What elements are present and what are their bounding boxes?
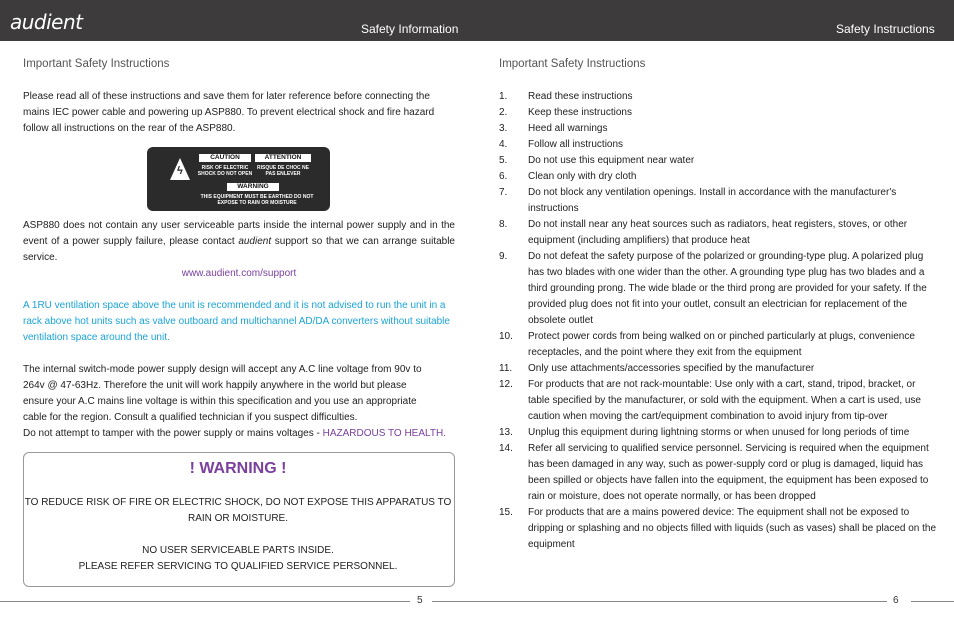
list-item-text: Clean only with dry cloth — [528, 171, 637, 182]
earthed-text: THIS EQUIPMENT MUST BE EARTHED DO NOT EXPOSE TO RAIN OR MOISTURE — [200, 194, 314, 206]
right-page-number: 6 — [893, 595, 899, 606]
service-brand: audient — [238, 236, 272, 247]
list-item-number: 3. — [499, 123, 508, 134]
warning-line-2: NO USER SERVICEABLE PARTS INSIDE. — [142, 545, 334, 556]
list-item-number: 11. — [499, 363, 513, 374]
header-left-title: Safety Information — [361, 22, 459, 36]
list-item-text: For products that are not rack-mountable: Use only with a cart, stand, tripod, bracket, or table specified by the manufacturer, or sold with the equipment. When a cart is used, use caution when moving the cart/equipment combination to avoid injury from tip-over — [528, 379, 921, 422]
list-item-number: 1. — [499, 91, 508, 102]
list-item-text: For products that are a mains powered device: The equipment shall not be exposed to dripping or splashing and no objects filled with liquids (such as vases) shall be placed on the equipment — [528, 507, 937, 550]
support-link[interactable]: www.audient.com/support — [181, 268, 297, 279]
list-item-text: Refer all servicing to qualified service personnel. Servicing is required when the equipment has been damaged in any way, such as power-supply cord or plug is damaged, liquid has been spilled or objects have fallen into the equipment, the equipment has been exposed to rain or moisture, does not operate normally, or has been dropped — [528, 443, 929, 502]
psu-paragraph: The internal switch-mode power supply design will accept any A.C line voltage from 90v to 264v @ 47-63Hz. Therefore the unit will work happily anywhere in the world but please ensure your A.C mains line voltage is within this specification and you use an appropriate cable for the region. Consult a qualified technician if you suspect difficulties. — [23, 364, 422, 423]
list-item — [499, 153, 939, 169]
list-item-text: Protect power cords from being walked on or pinched particularly at plugs, convenience receptacles, and the point where they exit from the equipment — [528, 331, 915, 358]
list-item-text: Follow all instructions — [528, 139, 624, 150]
list-item-number: 7. — [499, 187, 508, 198]
list-item-text: Do not install near any heat sources such as radiators, heat registers, stoves, or other equipment (including amplifiers) that produce heat — [528, 219, 908, 246]
tamper-text: Do not attempt to tamper with the power supply or mains voltages - — [23, 428, 323, 439]
risk-english-text: RISK OF ELECTRIC SHOCK DO NOT OPEN — [197, 165, 253, 177]
right-footer-rule — [911, 601, 954, 602]
warning-label: WARNING — [227, 183, 279, 191]
list-item-number: 15. — [499, 507, 513, 518]
list-item — [499, 377, 939, 425]
list-item-number: 14. — [499, 443, 513, 454]
list-item-number: 5. — [499, 155, 508, 166]
list-item-text: Only use attachments/accessories specified by the manufacturer — [528, 363, 815, 374]
list-item-number: 6. — [499, 171, 508, 182]
list-item — [499, 329, 939, 361]
list-item — [499, 505, 939, 553]
list-item-number: 2. — [499, 107, 508, 118]
list-item-text: Do not block any ventilation openings. Install in accordance with the manufacturer's instructions — [528, 187, 897, 214]
warning-title: ! WARNING ! — [189, 460, 287, 477]
intro-paragraph: Please read all of these instructions and save them for later reference before connecting the mains IEC power cable and powering up ASP880. To prevent electrical shock and fire hazard follow all instructions on the rear of the ASP880. — [23, 91, 435, 134]
left-page-number: 5 — [417, 595, 423, 606]
list-item-text: Read these instructions — [528, 91, 633, 102]
list-item — [499, 361, 939, 377]
list-item — [499, 185, 939, 217]
ventilation-paragraph: A 1RU ventilation space above the unit is recommended and it is not advised to run the unit in a rack above hot units such as valve outboard and multichannel AD/DA converters without suitable ventilation space around the unit. — [23, 300, 450, 343]
list-item — [499, 441, 939, 505]
service-paragraph — [23, 218, 455, 266]
list-item-number: 13. — [499, 427, 513, 438]
list-item-text: Heed all warnings — [528, 123, 608, 134]
tamper-paragraph — [23, 426, 463, 442]
list-item — [499, 121, 939, 137]
list-item-text: Do not defeat the safety purpose of the polarized or grounding-type plug. A polarized plug has two blades with one wider than the other. A grounding type plug has two blades and a third grounding prong. The wide blade or the third prong are provided for your safety. If the provided plug does not fit into your outlet, consult an electrician for replacement of the obsolete outlet — [528, 251, 927, 326]
list-item-number: 10. — [499, 331, 513, 342]
warning-line-1: TO REDUCE RISK OF FIRE OR ELECTRIC SHOCK, DO NOT EXPOSE THIS APPARATUS TO RAIN OR MOISTURE. — [24, 497, 452, 524]
list-item-text: Keep these instructions — [528, 107, 632, 118]
list-item — [499, 137, 939, 153]
list-item-number: 9. — [499, 251, 508, 262]
list-item-number: 12. — [499, 379, 513, 390]
rear-panel-warning-label — [147, 147, 330, 211]
list-item — [499, 89, 939, 105]
service-text-a: ASP880 does not contain any user serviceable parts inside the internal power supply and in the event of a power supply failure, please contact — [23, 220, 455, 247]
list-item — [499, 217, 939, 249]
list-item-text: Do not use this equipment near water — [528, 155, 695, 166]
support-link-row — [23, 266, 455, 282]
caution-label: CAUTION — [199, 154, 251, 162]
left-section-title: Important Safety Instructions — [23, 58, 170, 70]
header-bar — [0, 0, 954, 41]
list-item-number: 8. — [499, 219, 508, 230]
audient-logo — [10, 10, 83, 34]
header-right-title: Safety Instructions — [836, 22, 935, 36]
middle-footer-rule — [432, 601, 887, 602]
service-text-b: support so that we can arrange suitable service. — [23, 236, 455, 263]
safety-instructions-list — [499, 89, 939, 553]
list-item-text: Unplug this equipment during lightning storms or when unused for long periods of time — [528, 427, 910, 438]
risk-french-text: RISQUE DE CHOC NE PAS ENLEVER — [257, 165, 309, 177]
right-section-title: Important Safety Instructions — [499, 58, 646, 70]
warning-line-3: PLEASE REFER SERVICING TO QUALIFIED SERVICE PERSONNEL. — [78, 561, 398, 572]
left-footer-rule — [0, 601, 410, 602]
hazard-text: HAZARDOUS TO HEALTH. — [322, 428, 446, 439]
brand-text: audient — [10, 10, 83, 34]
list-item — [499, 425, 939, 441]
list-item-number: 4. — [499, 139, 508, 150]
attention-label: ATTENTION — [255, 154, 311, 162]
list-item — [499, 249, 939, 329]
list-item — [499, 169, 939, 185]
list-item — [499, 105, 939, 121]
lightning-mark: ϟ — [177, 165, 183, 177]
